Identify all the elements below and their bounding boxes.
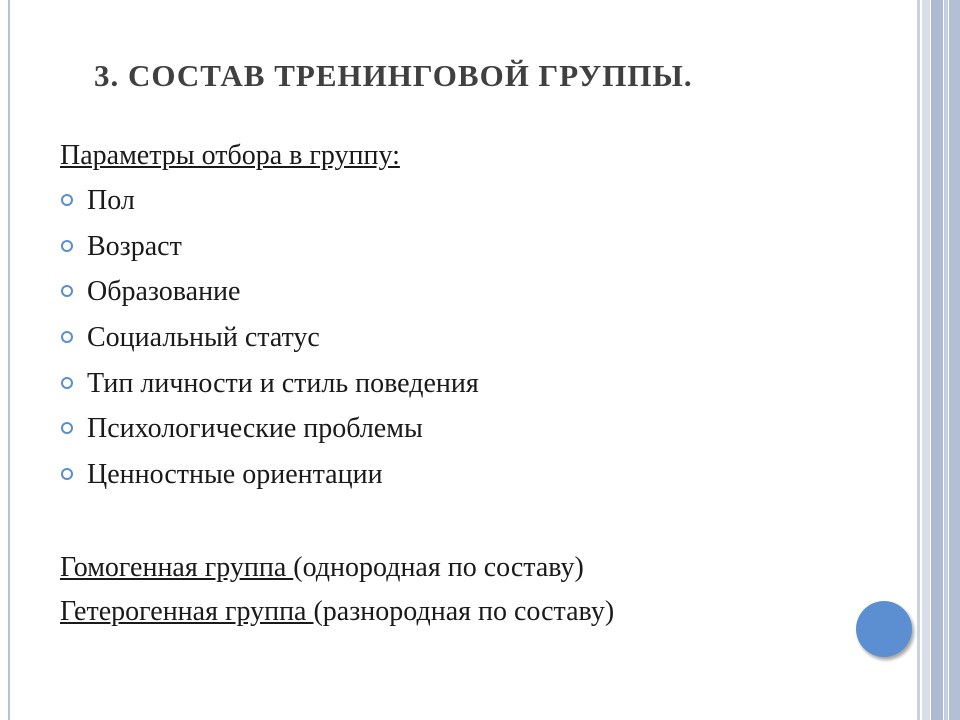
parameters-list — [60, 178, 900, 498]
list-item — [60, 269, 900, 315]
slide-title: 3. СОСТАВ ТРЕНИНГОВОЙ ГРУППЫ. — [94, 58, 693, 93]
homogeneous-group-term: Гомогенная группа — [60, 551, 294, 583]
homogeneous-group-line — [60, 546, 900, 590]
heterogeneous-group-description: (разнородная по составу) — [313, 595, 615, 627]
selection-parameters-heading: Параметры отбора в группу: — [60, 140, 400, 171]
right-stripe — [922, 0, 930, 720]
heterogeneous-group-term: Гетерогенная группа — [60, 595, 314, 627]
list-item — [60, 224, 900, 270]
ring-bullet-icon — [61, 331, 73, 343]
ring-bullet-icon — [61, 240, 73, 252]
decorative-circle-button[interactable] — [856, 601, 912, 657]
right-stripe — [949, 0, 960, 720]
ring-bullet-icon — [61, 468, 73, 480]
ring-bullet-icon — [61, 285, 73, 297]
heterogeneous-group-line — [60, 590, 900, 634]
homogeneous-group-description: (однородная по составу) — [293, 551, 584, 583]
list-item-label: Пол — [87, 185, 135, 216]
right-stripe — [931, 0, 943, 720]
slide-content — [60, 134, 900, 634]
list-item-label: Тип личности и стиль поведения — [87, 367, 479, 399]
right-stripe — [917, 0, 920, 720]
right-stripe — [944, 0, 948, 720]
list-item-label: Возраст — [87, 230, 182, 262]
list-item-label: Ценностные ориентации — [87, 459, 383, 491]
list-item-label: Социальный статус — [87, 322, 320, 354]
list-item — [60, 315, 900, 361]
list-item — [60, 406, 900, 452]
list-item — [60, 178, 900, 224]
list-item-label: Психологические проблемы — [87, 413, 423, 445]
ring-bullet-icon — [61, 422, 73, 434]
list-item — [60, 361, 900, 407]
list-item — [60, 452, 900, 498]
ring-bullet-icon — [61, 377, 73, 389]
spacer — [60, 498, 900, 546]
list-item-label: Образование — [87, 276, 241, 308]
left-frame-line — [8, 0, 10, 720]
ring-bullet-icon — [61, 194, 73, 206]
